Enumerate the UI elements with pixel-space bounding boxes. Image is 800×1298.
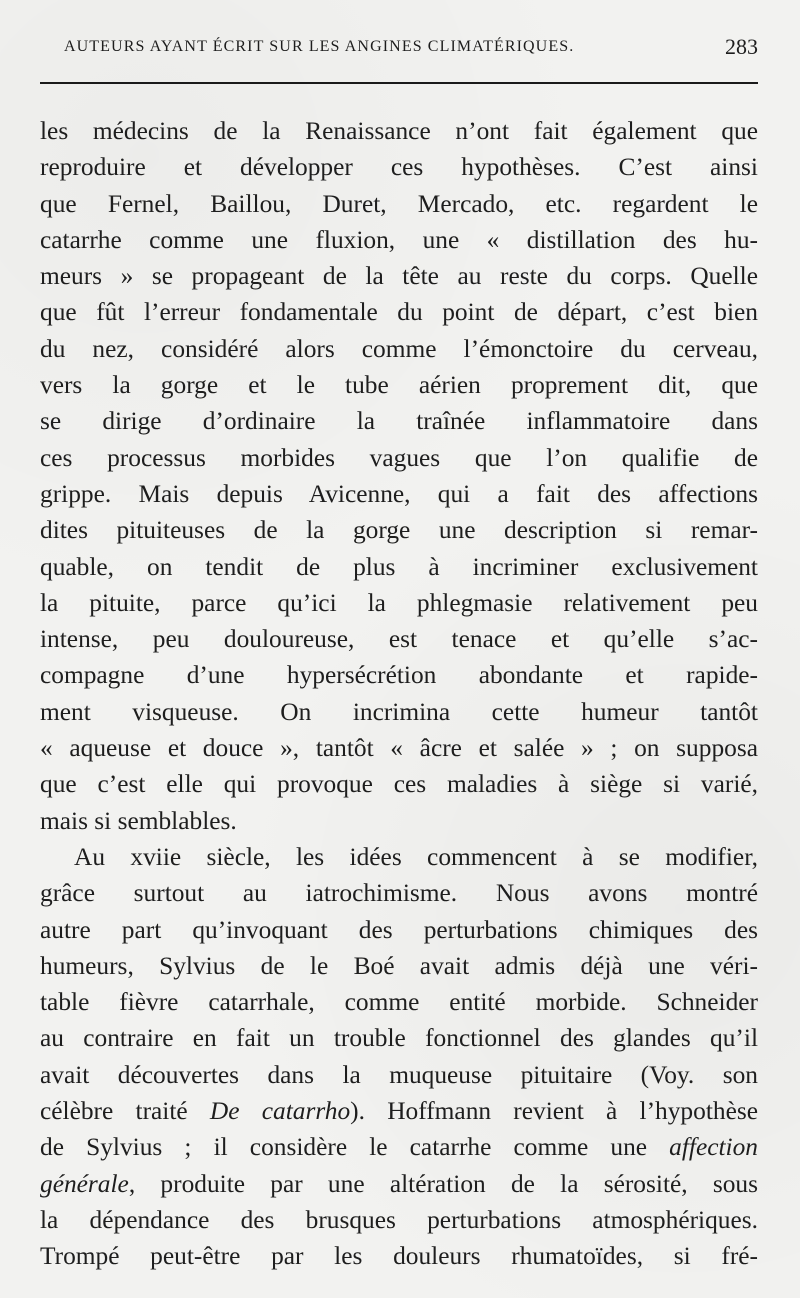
- text-line: que Fernel, Baillou, Duret, Mercado, etc. regardent le: [40, 189, 758, 218]
- text-line: que fût l’erreur fondamentale du point de départ, c’est bien: [40, 298, 758, 327]
- text-segment: , produite par une altération de la sérosité, sous: [128, 1169, 758, 1198]
- text-line: que c’est elle qui provoque ces maladies à siège si varié,: [40, 770, 758, 799]
- text-line: du nez, considéré alors comme l’émonctoire du cerveau,: [40, 334, 758, 363]
- text-line: compagne d’une hypersécrétion abondante et rapide-: [40, 661, 758, 690]
- text-line: autre part qu’invoquant des perturbations chimiques des: [40, 915, 758, 944]
- text-line: la pituite, parce qu’ici la phlegmasie relativement peu: [40, 588, 758, 617]
- running-head: [40, 34, 758, 62]
- running-title: AUTEURS AYANT ÉCRIT SUR LES ANGINES CLIMATÉRIQUES.: [64, 38, 575, 55]
- text-line: dites pituiteuses de la gorge une description si remar-: [40, 516, 758, 545]
- text-line: avait découvertes dans la muqueuse pituitaire (Voy. son: [40, 1060, 758, 1089]
- text-line: intense, peu douloureuse, est tenace et qu’elle s’ac-: [40, 625, 758, 654]
- text-segment: ). Hoffmann revient à l’hypothèse: [350, 1097, 758, 1126]
- text-line: [40, 1093, 758, 1129]
- text-line: la dépendance des brusques perturbations atmosphériques.: [40, 1205, 758, 1234]
- text-line: ces processus morbides vagues que l’on qualifie de: [40, 443, 758, 472]
- italic-phrase: affection: [669, 1133, 758, 1162]
- text-line: les médecins de la Renaissance n’ont fait également que: [40, 117, 758, 145]
- text-line: grâce surtout au iatrochimisme. Nous avons montré: [40, 879, 758, 908]
- text-line: meurs » se propageant de la tête au reste du corps. Quelle: [40, 262, 758, 291]
- text-line: au contraire en fait un trouble fonctionnel des glandes qu’il: [40, 1024, 758, 1053]
- text-line: « aqueuse et douce », tantôt « âcre et salée » ; on supposa: [40, 734, 758, 763]
- text-line: Au xviie siècle, les idées commencent à se modifier,: [74, 842, 758, 871]
- header-rule: [40, 82, 758, 84]
- text-line: vers la gorge et le tube aérien proprement dit, que: [40, 371, 758, 400]
- text-line: reproduire et développer ces hypothèses. C’est ainsi: [40, 153, 758, 182]
- text-line: ment visqueuse. On incrimina cette humeur tantôt: [40, 697, 758, 726]
- text-line: catarrhe comme une fluxion, une « distillation des hu-: [40, 225, 758, 254]
- text-line: Trompé peut-être par les douleurs rhumatoïdes, si fré-: [40, 1242, 758, 1271]
- text-segment: célèbre traité: [40, 1097, 210, 1126]
- text-line: quable, on tendit de plus à incriminer exclusivement: [40, 552, 758, 581]
- text-line: table fièvre catarrhale, comme entité morbide. Schneider: [40, 988, 758, 1017]
- text-line: humeurs, Sylvius de le Boé avait admis déjà une véri-: [40, 951, 758, 980]
- italic-book-title: De catarrho: [209, 1097, 351, 1126]
- text-line: grippe. Mais depuis Avicenne, qui a fait des affections: [40, 479, 758, 508]
- text-segment: de Sylvius ; il considère le catarrhe comme une: [40, 1133, 670, 1162]
- body-text: [40, 113, 758, 1275]
- text-line: mais si semblables.: [40, 806, 237, 835]
- text-line: se dirige d’ordinaire la traînée inflammatoire dans: [40, 407, 758, 436]
- text-line: [40, 1166, 758, 1202]
- italic-phrase: générale: [40, 1169, 129, 1198]
- text-line: [40, 1129, 758, 1165]
- page-number: 283: [725, 34, 758, 59]
